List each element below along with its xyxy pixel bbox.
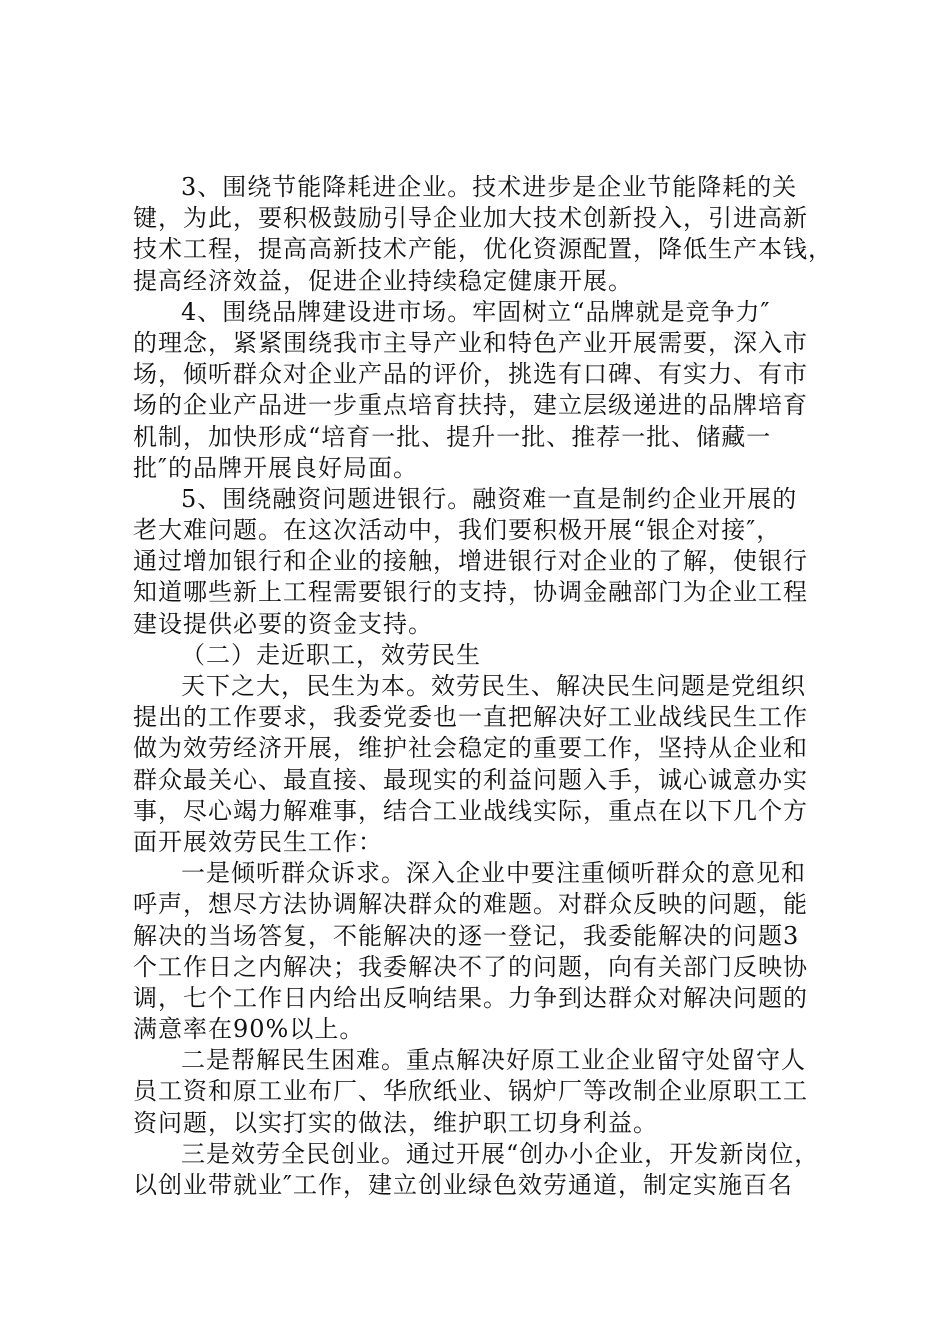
paragraph-line: 面开展效劳民生工作： <box>133 827 383 856</box>
paragraph-line: 事，尽心竭力解难事，结合工业战线实际，重点在以下几个方 <box>133 796 808 825</box>
paragraph-first-line: （二）走近职工，效劳民生 <box>181 640 481 669</box>
paragraph-first-line: 5、围绕融资问题进银行。融资难一直是制约企业开展的 <box>181 484 798 513</box>
paragraph-line: 解决的当场答复，不能解决的逐一登记，我委能解决的问题3 <box>133 921 800 950</box>
paragraph-line: 做为效劳经济开展，维护社会稳定的重要工作，坚持从企业和 <box>133 734 808 763</box>
paragraph-first-line: 3、围绕节能降耗进企业。技术进步是企业节能降耗的关 <box>181 173 798 201</box>
paragraph-first-line: 4、围绕品牌建设进市场。牢固树立“品牌就是竞争力″ <box>181 297 771 326</box>
paragraph-line: 键，为此，要积极鼓励引导企业加大技术创新投入，引进高新 <box>133 204 808 233</box>
paragraph-first-line: 三是效劳全民创业。通过开展“创办小企业，开发新岗位， <box>181 1139 820 1168</box>
paragraph-line: 个工作日之内解决；我委解决不了的问题，向有关部门反映协 <box>133 952 808 981</box>
paragraph-line: 以创业带就业″工作，建立创业绿色效劳通道，制定实施百名 <box>133 1171 793 1199</box>
paragraph-line: 的理念，紧紧围绕我市主导产业和特色产业开展需要，深入市 <box>133 328 808 357</box>
document-body <box>133 172 833 1201</box>
paragraph-first-line: 二是帮解民生困难。重点解决好原工业企业留守处留守人 <box>181 1046 806 1075</box>
paragraph-line: 建设提供必要的资金支持。 <box>133 609 433 638</box>
paragraph-line: 批″的品牌开展良好局面。 <box>133 453 418 482</box>
paragraph-line: 通过增加银行和企业的接触，增进银行对企业的了解，使银行 <box>133 547 808 576</box>
paragraph-line: 提出的工作要求，我委党委也一直把解决好工业战线民生工作 <box>133 703 808 732</box>
paragraph-line: 满意率在90%以上。 <box>133 1015 365 1044</box>
paragraph-line: 呼声，想尽方法协调解决群众的难题。对群众反映的问题，能 <box>133 890 808 919</box>
paragraph-line: 机制，加快形成“培育一批、提升一批、推荐一批、储藏一 <box>133 422 772 451</box>
paragraph-first-line: 天下之大，民生为本。效劳民生、解决民生问题是党组织 <box>181 672 806 700</box>
paragraph-line: 场，倾听群众对企业产品的评价，挑选有口碑、有实力、有市 <box>133 360 808 389</box>
paragraph-line: 调，七个工作日内给出反响结果。力争到达群众对解决问题的 <box>133 983 808 1012</box>
paragraph-line: 技术工程，提高高新技术产能，优化资源配置，降低生产本钱， <box>133 235 833 264</box>
paragraph-line: 提高经济效益，促进企业持续稳定健康开展。 <box>133 266 633 295</box>
paragraph-line: 场的企业产品进一步重点培育扶持，建立层级递进的品牌培育 <box>133 391 808 420</box>
paragraph-line: 群众最关心、最直接、最现实的利益问题入手，诚心诚意办实 <box>133 765 808 794</box>
paragraph-line: 老大难问题。在这次活动中，我们要积极开展“银企对接″， <box>133 516 782 545</box>
paragraph-line: 资问题，以实打实的做法，维护职工切身利益。 <box>133 1108 658 1137</box>
paragraph-line: 员工资和原工业布厂、华欣纸业、锅炉厂等改制企业原职工工 <box>133 1077 808 1106</box>
paragraph-first-line: 一是倾听群众诉求。深入企业中要注重倾听群众的意见和 <box>181 859 806 888</box>
paragraph-line: 知道哪些新上工程需要银行的支持，协调金融部门为企业工程 <box>133 578 808 607</box>
